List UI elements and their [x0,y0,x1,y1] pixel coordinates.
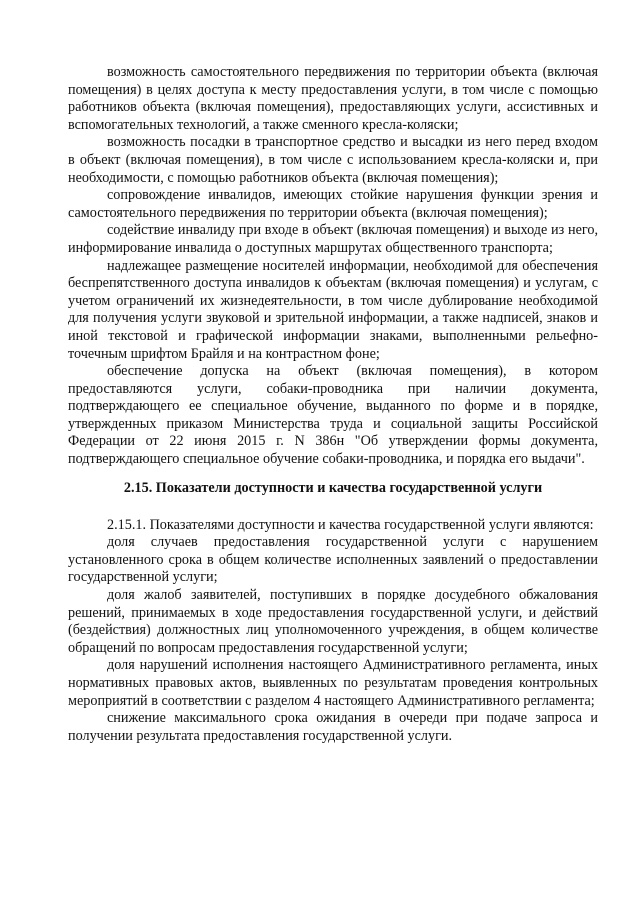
paragraph-assist-entry-exit: содействие инвалиду при входе в объект (включая помещения) и выходе из него, информирование инвалида о доступных маршрутах общественного транспорта; [68,222,598,256]
paragraph-regulation-violations: доля нарушений исполнения настоящего Административного регламента, иных нормативных правовых актов, выявленных по результатам проведения контрольных мероприятий в соответствии с разделом 4 настоящего Административного регламента; [68,657,598,709]
paragraph-information-placement: надлежащее размещение носителей информации, необходимой для обеспечения беспрепятственного доступа инвалидов к объектам (включая помещения) и услугам, с учетом ограничений их жизнедеятельности, в том числе дублирование необходимой для получения услуги звуковой и зрительной информации, а также надписей, знаков и иной текстовой и графической информации знаками, выполненными рельефно-точечным шрифтом Брайля и на контрастном фоне; [68,257,598,362]
paragraph-complaints-share: доля жалоб заявителей, поступивших в порядке досудебного обжалования решений, принимаемых в ходе предоставления государственной услуги, и действий (бездействия) должностных лиц уполномоченного учреждения, в общем количестве обращений по вопросам предоставления государственной услуги; [68,587,598,656]
paragraph-indicators-intro: 2.15.1. Показателями доступности и качества государственной услуги являются: [107,516,594,533]
paragraph-boarding-vehicle: возможность посадки в транспортное средство и высадки из него перед входом в объект (включая помещения), в том числе с использованием кресла-коляски и, при необходимости, с помощью работников объекта (включая помещения); [68,134,598,186]
paragraph-queue-wait-reduction: снижение максимального срока ожидания в очереди при подаче запроса и получении результата предоставления государственной услуги. [68,710,598,744]
paragraph-self-movement: возможность самостоятельного передвижения по территории объекта (включая помещения) в целях доступа к месту предоставления услуги, в том числе с помощью работников объекта (включая помещения), предоставляющих услуги, ассистивных и вспомогательных технологий, а также сменного кресла-коляски; [68,64,598,133]
paragraph-guide-dog-access: обеспечение допуска на объект (включая помещения), в котором предоставляются услуги, собаки-проводника при наличии документа, подтверждающего ее специальное обучение, выданного по форме и в порядке, утвержденных приказом Министерства труда и социальной защиты Российской Федерации от 22 июня 2015 г. N 386н "Об утверждении формы документа, подтверждающего специальное обучение собаки-проводника, и порядка его выдачи". [68,363,598,468]
section-heading: 2.15. Показатели доступности и качества государственной услуги [123,479,543,496]
paragraph-escort-visually-impaired: сопровождение инвалидов, имеющих стойкие нарушения функции зрения и самостоятельного передвижения по территории объекта (включая помещения); [68,187,598,221]
section-spacer [68,497,598,517]
paragraph-deadline-violations: доля случаев предоставления государственной услуги с нарушением установленного срока в общем количестве исполненных заявлений о предоставлении государственной услуги; [68,534,598,586]
